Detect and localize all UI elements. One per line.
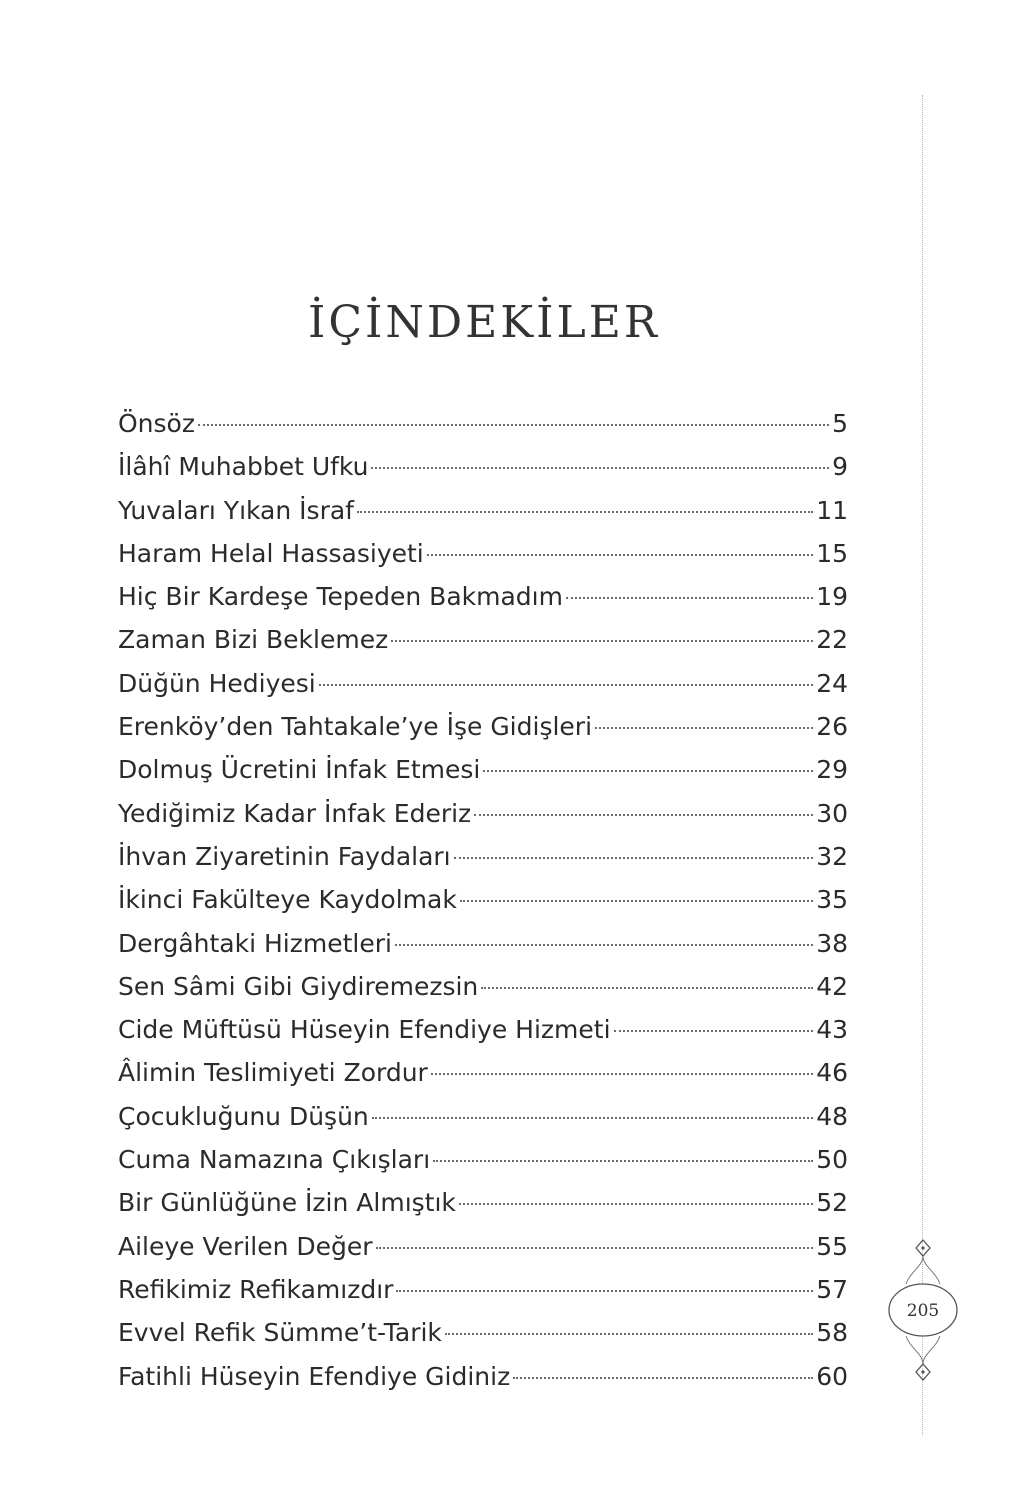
dot-leader: [433, 1160, 813, 1162]
toc-entry: [118, 402, 848, 445]
toc-entry: [118, 1225, 848, 1268]
dot-leader: [427, 554, 813, 556]
dot-leader: [483, 770, 813, 772]
toc-entry-page: 5: [832, 409, 848, 438]
toc-entry-title: Dolmuş Ücretini İnfak Etmesi: [118, 755, 481, 785]
toc-entry: [118, 1355, 848, 1398]
toc-entry: [118, 1311, 848, 1354]
toc-entry-page: 9: [832, 452, 848, 482]
toc-entry-page: 22: [816, 625, 848, 655]
toc-entry-page: 55: [816, 1231, 848, 1261]
toc-entry-page: 11: [816, 495, 848, 525]
toc-entry: [118, 532, 848, 575]
toc-entry-title: Cuma Namazına Çıkışları: [118, 1145, 431, 1175]
toc-entry-title: Yediğimiz Kadar İnfak Ederiz: [118, 798, 472, 828]
dot-leader: [376, 1247, 814, 1249]
toc-entry-title: Bir Günlüğüne İzin Almıştık: [118, 1188, 456, 1218]
dot-leader: [445, 1333, 813, 1335]
toc-entry: [118, 1138, 848, 1181]
toc-entry-title: İkinci Fakülteye Kaydolmak: [118, 885, 457, 915]
dot-leader: [513, 1377, 813, 1379]
toc-entry-title: İlâhî Muhabbet Ufku: [118, 452, 369, 482]
toc-entry-title: Önsöz: [118, 409, 195, 438]
dot-leader: [319, 684, 813, 686]
dot-leader: [371, 467, 829, 469]
toc-entry-page: 19: [816, 582, 848, 612]
dot-leader: [198, 424, 829, 426]
toc-entry-title: Düğün Hediyesi: [118, 668, 316, 698]
toc-entry-title: Sen Sâmi Gibi Giydiremezsin: [118, 971, 479, 1001]
toc-entry-title: Haram Helal Hassasiyeti: [118, 538, 424, 568]
dot-leader: [391, 640, 813, 642]
toc-entry-title: Dergâhtaki Hizmetleri: [118, 928, 392, 958]
toc-entry-page: 46: [816, 1058, 848, 1088]
toc-entry-title: Zaman Bizi Beklemez: [118, 625, 389, 655]
dot-leader: [396, 1290, 813, 1292]
margin-dotted-rule: [922, 95, 923, 1435]
toc-entry: [118, 1181, 848, 1224]
toc-entry-title: Çocukluğunu Düşün: [118, 1101, 369, 1131]
dot-leader: [595, 727, 813, 729]
dot-leader: [454, 857, 814, 859]
dot-leader: [372, 1117, 813, 1119]
dot-leader: [474, 814, 813, 816]
dot-leader: [481, 987, 813, 989]
toc-entry-title: Hiç Bir Kardeşe Tepeden Bakmadım: [118, 582, 563, 612]
toc-entry: [118, 965, 848, 1008]
toc-entry-page: 38: [816, 928, 848, 958]
page-number: 205: [906, 1301, 940, 1321]
dot-leader: [614, 1030, 814, 1032]
dot-leader: [395, 944, 813, 946]
toc-entry: [118, 835, 848, 878]
toc-entry: [118, 445, 848, 488]
toc-entry-title: Refikimiz Refikamızdır: [118, 1274, 394, 1304]
toc-entry-title: Fatihli Hüseyin Efendiye Gidiniz: [118, 1361, 511, 1391]
toc-entry-page: 42: [816, 971, 848, 1001]
toc-entry-page: 15: [816, 538, 848, 568]
toc-entry-page: 29: [816, 755, 848, 785]
toc-entry-page: 50: [816, 1145, 848, 1175]
toc-entry-page: 35: [816, 885, 848, 915]
page-title: İÇİNDEKİLER: [307, 297, 661, 349]
toc-entry-page: 48: [816, 1101, 848, 1131]
toc-entry-page: 32: [816, 841, 848, 871]
toc-entry-page: 58: [816, 1318, 848, 1348]
dot-leader: [460, 900, 813, 902]
toc-entry-title: Cide Müftüsü Hüseyin Efendiye Hizmeti: [118, 1015, 611, 1045]
toc-entry: [118, 748, 848, 791]
dot-leader: [357, 511, 813, 513]
toc-entry: [118, 1008, 848, 1051]
dot-leader: [566, 597, 813, 599]
table-of-contents: [118, 402, 848, 1398]
toc-entry-page: 26: [816, 712, 848, 742]
toc-entry: [118, 1268, 848, 1311]
toc-entry: [118, 1051, 848, 1094]
toc-entry-title: Erenköy’den Tahtakale’ye İşe Gidişleri: [118, 712, 593, 742]
toc-entry-title: Yuvaları Yıkan İsraf: [118, 495, 354, 525]
toc-entry-page: 30: [816, 798, 848, 828]
toc-entry: [118, 705, 848, 748]
toc-entry-title: Evvel Refik Sümme’t-Tarik: [118, 1318, 442, 1348]
toc-entry: [118, 662, 848, 705]
toc-entry-title: Aileye Verilen Değer: [118, 1231, 373, 1261]
toc-entry: [118, 575, 848, 618]
toc-entry-title: İhvan Ziyaretinin Faydaları: [118, 841, 451, 871]
dot-leader: [459, 1203, 813, 1205]
toc-entry-page: 43: [816, 1015, 848, 1045]
toc-entry: [118, 922, 848, 965]
toc-entry: [118, 489, 848, 532]
dot-leader: [431, 1073, 813, 1075]
toc-entry: [118, 792, 848, 835]
toc-entry-page: 60: [816, 1361, 848, 1391]
toc-entry-title: Âlimin Teslimiyeti Zordur: [118, 1058, 428, 1088]
toc-entry-page: 52: [816, 1188, 848, 1218]
toc-entry: [118, 878, 848, 921]
toc-entry-page: 57: [816, 1274, 848, 1304]
toc-entry-page: 24: [816, 668, 848, 698]
toc-entry: [118, 618, 848, 661]
toc-entry: [118, 1095, 848, 1138]
